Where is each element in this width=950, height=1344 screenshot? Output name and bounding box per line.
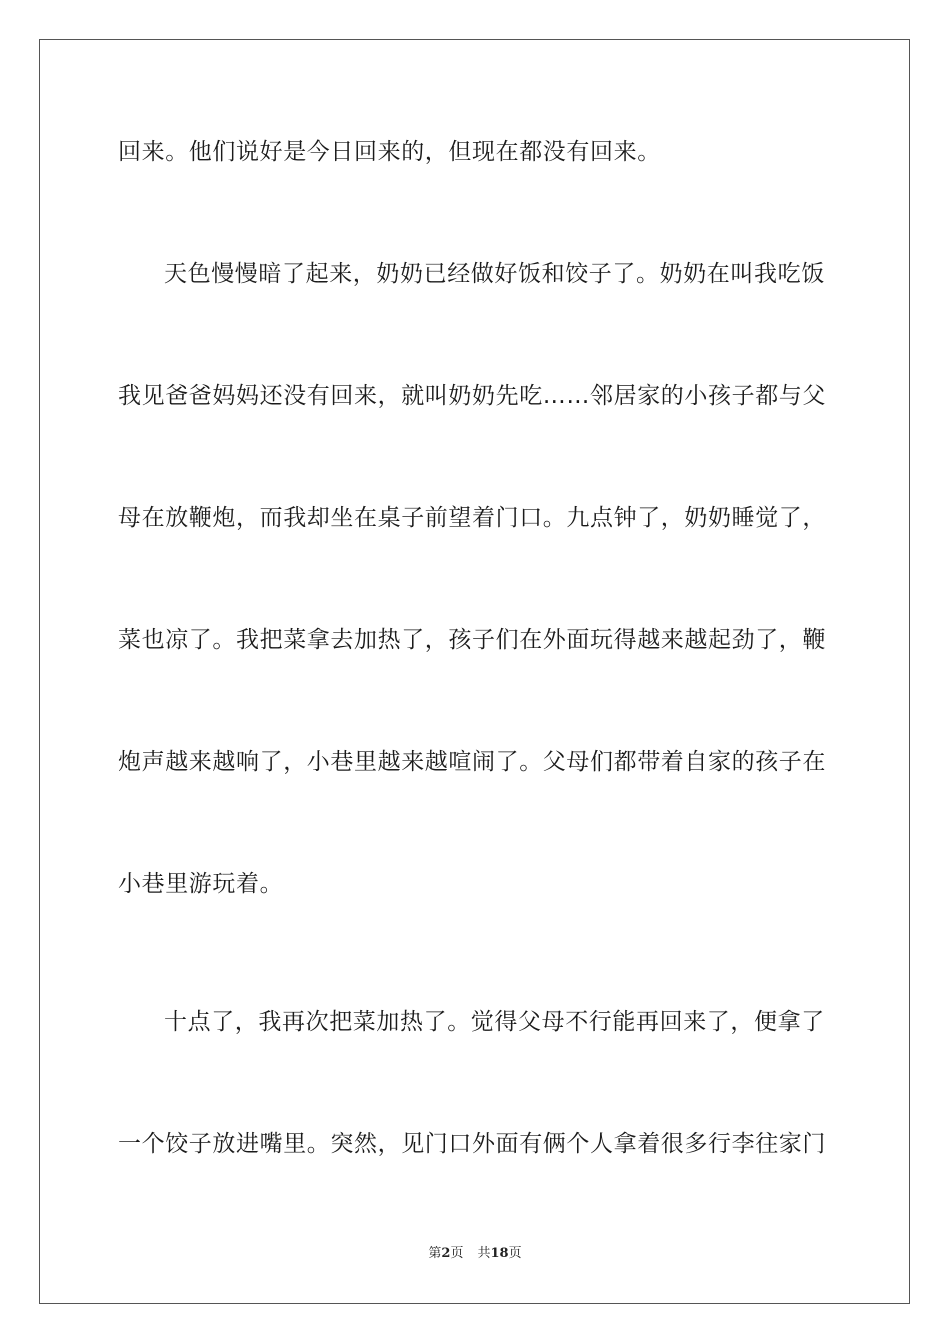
text-line-2: 天色慢慢暗了起来，奶奶已经做好饭和饺子了。奶奶在叫我吃饭 bbox=[164, 261, 825, 287]
text-line-6: 炮声越来越响了，小巷里越来越喧闹了。父母们都带着自家的孩子在 bbox=[118, 749, 826, 775]
page-number: 2 bbox=[441, 1246, 451, 1261]
page-border bbox=[39, 39, 910, 1304]
text-line-7: 小巷里游玩着。 bbox=[118, 871, 284, 897]
text-line-8: 十点了，我再次把菜加热了。觉得父母不行能再回来了，便拿了 bbox=[164, 1009, 825, 1035]
page-footer bbox=[0, 1245, 950, 1263]
text-line-4: 母在放鞭炮，而我却坐在桌子前望着门口。九点钟了，奶奶睡觉了， bbox=[118, 505, 826, 531]
text-line-5: 菜也凉了。我把菜拿去加热了，孩子们在外面玩得越来越起劲了，鞭 bbox=[118, 627, 826, 653]
total-suffix: 页 bbox=[508, 1246, 522, 1261]
text-line-1: 回来。他们说好是今日回来的，但现在都没有回来。 bbox=[118, 139, 661, 165]
page-prefix: 第 bbox=[428, 1246, 442, 1261]
text-line-9: 一个饺子放进嘴里。突然，见门口外面有俩个人拿着很多行李往家门 bbox=[118, 1131, 826, 1157]
total-pages: 18 bbox=[490, 1246, 509, 1261]
total-prefix: 共 bbox=[477, 1246, 491, 1261]
text-line-3: 我见爸爸妈妈还没有回来，就叫奶奶先吃……邻居家的小孩子都与父 bbox=[118, 383, 826, 409]
page-suffix: 页 bbox=[450, 1246, 464, 1261]
